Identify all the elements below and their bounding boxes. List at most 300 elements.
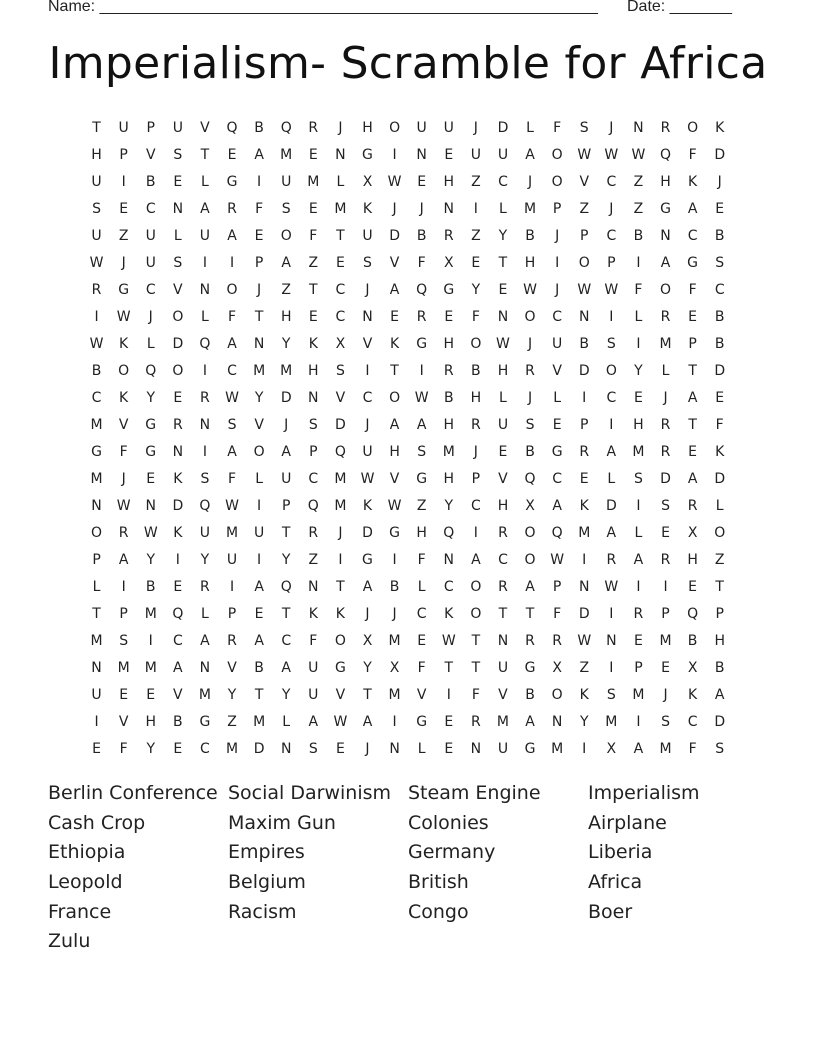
grid-row bbox=[83, 249, 733, 276]
grid-letter: F bbox=[417, 551, 426, 568]
grid-row bbox=[83, 276, 733, 303]
grid-letter: Z bbox=[227, 713, 237, 730]
grid-letter: T bbox=[336, 227, 345, 244]
grid-letter: D bbox=[335, 416, 346, 433]
grid-letter: V bbox=[416, 686, 427, 703]
grid-row bbox=[83, 195, 733, 222]
grid-letter: A bbox=[525, 713, 535, 730]
grid-letter: Z bbox=[633, 173, 644, 190]
word-bank-item: Germany bbox=[408, 841, 496, 864]
grid-letter: M bbox=[524, 200, 537, 217]
grid-letter: U bbox=[118, 119, 129, 136]
grid-letter: I bbox=[473, 200, 478, 217]
grid-letter: V bbox=[498, 470, 508, 487]
grid-letter: C bbox=[172, 632, 183, 649]
grid-letter: R bbox=[200, 578, 210, 595]
grid-letter: B bbox=[633, 227, 644, 244]
grid-letter: R bbox=[579, 443, 590, 460]
grid-letter: W bbox=[604, 281, 619, 298]
grid-letter: L bbox=[92, 578, 101, 595]
grid-letter: Q bbox=[280, 578, 292, 595]
grid-letter: E bbox=[552, 416, 562, 433]
grid-letter: W bbox=[577, 146, 592, 163]
grid-letter: A bbox=[281, 659, 291, 676]
grid-letter: H bbox=[443, 470, 455, 487]
grid-letter: I bbox=[121, 173, 126, 190]
grid-letter: C bbox=[552, 308, 563, 325]
grid-letter: J bbox=[717, 173, 722, 190]
grid-letter: E bbox=[688, 308, 698, 325]
grid-letter: G bbox=[524, 659, 536, 676]
grid-letter: I bbox=[609, 659, 614, 676]
grid-letter: F bbox=[309, 227, 318, 244]
grid-letter: E bbox=[335, 740, 345, 757]
grid-letter: V bbox=[389, 470, 400, 487]
grid-letter: E bbox=[633, 632, 643, 649]
grid-letter: B bbox=[579, 335, 590, 352]
grid-letter: K bbox=[308, 605, 318, 622]
grid-letter: O bbox=[605, 362, 617, 379]
grid-letter: C bbox=[145, 281, 156, 298]
grid-letter: I bbox=[175, 551, 180, 568]
grid-letter: K bbox=[715, 443, 725, 460]
grid-letter: E bbox=[715, 389, 725, 406]
grid-letter: H bbox=[362, 119, 373, 136]
grid-letter: E bbox=[444, 713, 454, 730]
grid-letter: M bbox=[225, 740, 239, 757]
grid-letter: U bbox=[552, 335, 563, 352]
grid-letter: T bbox=[688, 362, 697, 379]
grid-letter: S bbox=[525, 416, 535, 433]
grid-letter: V bbox=[145, 146, 156, 163]
grid-letter: M bbox=[90, 470, 103, 487]
grid-letter: L bbox=[553, 389, 562, 406]
word-search-grid bbox=[83, 114, 733, 762]
grid-letter: S bbox=[308, 740, 318, 757]
grid-letter: R bbox=[606, 551, 617, 568]
grid-letter: O bbox=[280, 227, 292, 244]
grid-letter: J bbox=[527, 335, 533, 352]
grid-letter: F bbox=[688, 146, 697, 163]
grid-letter: S bbox=[661, 497, 670, 514]
grid-letter: S bbox=[119, 632, 129, 649]
grid-letter: T bbox=[525, 605, 535, 622]
grid-letter: I bbox=[121, 578, 126, 595]
grid-letter: S bbox=[200, 470, 210, 487]
grid-letter: K bbox=[173, 470, 183, 487]
grid-letter: S bbox=[173, 146, 183, 163]
grid-letter: H bbox=[497, 497, 509, 514]
grid-letter: R bbox=[172, 416, 183, 433]
grid-letter: V bbox=[498, 686, 508, 703]
grid-letter: E bbox=[254, 227, 264, 244]
grid-letter: R bbox=[227, 200, 237, 217]
grid-letter: W bbox=[523, 281, 537, 298]
grid-letter: D bbox=[605, 497, 617, 514]
grid-letter: H bbox=[660, 173, 671, 190]
grid-letter: Z bbox=[308, 551, 319, 568]
grid-letter: K bbox=[119, 389, 129, 406]
grid-letter: C bbox=[227, 362, 237, 379]
grid-letter: F bbox=[417, 659, 426, 676]
grid-letter: N bbox=[308, 578, 319, 595]
grid-letter: J bbox=[609, 200, 614, 217]
word-bank-item: Racism bbox=[228, 900, 297, 923]
grid-letter: E bbox=[227, 146, 237, 163]
grid-letter: J bbox=[365, 281, 370, 298]
grid-letter: E bbox=[688, 578, 698, 595]
grid-letter: K bbox=[444, 605, 454, 622]
grid-letter: N bbox=[280, 740, 292, 757]
grid-letter: D bbox=[660, 470, 671, 487]
grid-letter: N bbox=[91, 497, 102, 514]
grid-letter: T bbox=[92, 605, 101, 622]
grid-letter: C bbox=[606, 227, 617, 244]
grid-letter: L bbox=[201, 173, 209, 190]
grid-letter: S bbox=[606, 335, 616, 352]
grid-letter: I bbox=[473, 524, 478, 541]
grid-letter: C bbox=[416, 605, 427, 622]
grid-letter: C bbox=[687, 713, 698, 730]
grid-letter: N bbox=[578, 308, 590, 325]
grid-letter: L bbox=[499, 200, 507, 217]
grid-letter: I bbox=[392, 551, 397, 568]
grid-letter: D bbox=[714, 713, 726, 730]
grid-row bbox=[83, 681, 733, 708]
grid-letter: E bbox=[661, 659, 670, 676]
grid-letter: O bbox=[524, 551, 536, 568]
grid-letter: E bbox=[471, 254, 481, 271]
grid-letter: U bbox=[91, 227, 102, 244]
grid-letter: I bbox=[663, 578, 668, 595]
word-bank bbox=[48, 779, 768, 957]
grid-letter: K bbox=[173, 524, 183, 541]
grid-letter: A bbox=[254, 146, 264, 163]
grid-letter: A bbox=[525, 146, 535, 163]
grid-letter: I bbox=[636, 497, 641, 514]
grid-letter: C bbox=[281, 632, 292, 649]
grid-letter: U bbox=[470, 146, 481, 163]
grid-letter: A bbox=[118, 551, 129, 568]
grid-letter: S bbox=[606, 686, 616, 703]
grid-letter: U bbox=[497, 740, 509, 757]
grid-letter: W bbox=[604, 146, 619, 163]
grid-letter: U bbox=[281, 173, 292, 190]
grid-letter: M bbox=[496, 713, 509, 730]
grid-letter: A bbox=[687, 470, 698, 487]
grid-letter: G bbox=[226, 173, 238, 190]
grid-letter: U bbox=[308, 659, 319, 676]
grid-letter: J bbox=[365, 605, 370, 622]
grid-letter: T bbox=[254, 686, 264, 703]
grid-letter: U bbox=[199, 227, 211, 244]
grid-letter: K bbox=[389, 335, 400, 352]
grid-letter: L bbox=[607, 470, 616, 487]
word-bank-item: Empires bbox=[228, 841, 305, 864]
grid-letter: S bbox=[715, 740, 725, 757]
grid-letter: K bbox=[308, 335, 318, 352]
grid-letter: H bbox=[389, 443, 400, 460]
grid-letter: I bbox=[148, 632, 153, 649]
grid-letter: Y bbox=[498, 227, 508, 244]
grid-letter: B bbox=[145, 578, 156, 595]
grid-letter: V bbox=[118, 416, 129, 433]
grid-letter: C bbox=[200, 740, 210, 757]
grid-letter: P bbox=[715, 605, 724, 622]
grid-letter: R bbox=[227, 632, 237, 649]
grid-letter: F bbox=[553, 605, 562, 622]
grid-letter: X bbox=[687, 524, 698, 541]
grid-letter: U bbox=[443, 119, 454, 136]
grid-letter: B bbox=[173, 713, 183, 730]
grid-letter: M bbox=[144, 605, 157, 622]
grid-letter: J bbox=[338, 119, 343, 136]
grid-letter: L bbox=[715, 497, 724, 514]
grid-letter: I bbox=[365, 362, 370, 379]
grid-row bbox=[83, 357, 733, 384]
grid-letter: A bbox=[660, 254, 671, 271]
grid-letter: O bbox=[551, 173, 563, 190]
grid-letter: K bbox=[579, 686, 589, 703]
grid-letter: G bbox=[443, 281, 455, 298]
grid-letter: Z bbox=[308, 254, 319, 271]
grid-letter: B bbox=[443, 389, 454, 406]
grid-letter: L bbox=[634, 308, 643, 325]
grid-row bbox=[83, 600, 733, 627]
grid-letter: J bbox=[338, 524, 343, 541]
grid-letter: N bbox=[660, 227, 671, 244]
grid-letter: W bbox=[414, 389, 429, 406]
grid-letter: A bbox=[227, 443, 237, 460]
grid-letter: T bbox=[471, 659, 481, 676]
grid-letter: P bbox=[309, 443, 318, 460]
grid-letter: W bbox=[225, 497, 239, 514]
grid-row bbox=[83, 654, 733, 681]
grid-letter: E bbox=[335, 254, 345, 271]
grid-letter: M bbox=[334, 470, 347, 487]
grid-letter: H bbox=[145, 713, 156, 730]
grid-letter: O bbox=[470, 578, 482, 595]
grid-letter: H bbox=[633, 416, 644, 433]
grid-letter: N bbox=[633, 119, 644, 136]
grid-letter: J bbox=[284, 416, 289, 433]
grid-letter: V bbox=[118, 713, 129, 730]
grid-letter: G bbox=[524, 740, 536, 757]
grid-letter: I bbox=[257, 497, 262, 514]
grid-letter: F bbox=[471, 308, 480, 325]
grid-letter: Q bbox=[307, 497, 319, 514]
grid-letter: C bbox=[308, 470, 319, 487]
grid-letter: H bbox=[714, 632, 725, 649]
grid-letter: S bbox=[281, 200, 291, 217]
grid-letter: K bbox=[688, 173, 698, 190]
grid-letter: R bbox=[416, 308, 427, 325]
grid-letter: M bbox=[605, 713, 618, 730]
grid-letter: T bbox=[200, 146, 210, 163]
grid-letter: J bbox=[392, 605, 397, 622]
grid-letter: R bbox=[633, 605, 644, 622]
grid-letter: E bbox=[173, 578, 183, 595]
grid-letter: D bbox=[714, 470, 726, 487]
grid-letter: Y bbox=[471, 281, 481, 298]
grid-letter: G bbox=[91, 443, 102, 460]
grid-letter: M bbox=[253, 713, 266, 730]
grid-letter: Q bbox=[660, 146, 672, 163]
grid-letter: R bbox=[470, 713, 481, 730]
grid-letter: O bbox=[118, 362, 130, 379]
grid-letter: P bbox=[119, 146, 128, 163]
grid-letter: E bbox=[308, 308, 318, 325]
grid-letter: C bbox=[498, 173, 508, 190]
grid-letter: U bbox=[172, 119, 183, 136]
grid-letter: L bbox=[201, 605, 209, 622]
grid-letter: A bbox=[525, 578, 535, 595]
grid-letter: W bbox=[89, 254, 104, 271]
grid-letter: M bbox=[659, 740, 672, 757]
grid-letter: B bbox=[254, 659, 264, 676]
word-bank-item: France bbox=[48, 900, 112, 923]
grid-letter: N bbox=[443, 551, 454, 568]
grid-letter: T bbox=[309, 281, 318, 298]
grid-letter: V bbox=[579, 173, 590, 190]
grid-letter: Q bbox=[199, 335, 211, 352]
grid-letter: W bbox=[225, 389, 239, 406]
grid-letter: V bbox=[254, 416, 264, 433]
grid-letter: E bbox=[308, 146, 318, 163]
grid-letter: H bbox=[524, 254, 536, 271]
grid-letter: N bbox=[362, 308, 373, 325]
grid-letter: V bbox=[173, 281, 183, 298]
grid-letter: J bbox=[555, 281, 560, 298]
grid-letter: B bbox=[525, 686, 535, 703]
grid-letter: S bbox=[335, 362, 345, 379]
grid-letter: E bbox=[173, 740, 183, 757]
grid-letter: R bbox=[498, 524, 508, 541]
grid-letter: O bbox=[334, 632, 346, 649]
grid-row bbox=[83, 438, 733, 465]
grid-row bbox=[83, 627, 733, 654]
grid-letter: R bbox=[525, 632, 535, 649]
grid-letter: A bbox=[281, 443, 291, 460]
grid-letter: P bbox=[552, 578, 562, 595]
grid-letter: U bbox=[91, 686, 102, 703]
grid-row bbox=[83, 492, 733, 519]
grid-letter: V bbox=[362, 335, 373, 352]
grid-letter: S bbox=[92, 200, 101, 217]
grid-letter: B bbox=[525, 443, 535, 460]
grid-letter: E bbox=[444, 146, 454, 163]
grid-letter: I bbox=[257, 551, 262, 568]
grid-letter: A bbox=[416, 416, 427, 433]
grid-letter: F bbox=[119, 443, 128, 460]
grid-letter: K bbox=[119, 335, 129, 352]
grid-letter: R bbox=[498, 578, 508, 595]
grid-letter: B bbox=[416, 227, 427, 244]
grid-letter: I bbox=[636, 335, 641, 352]
grid-letter: E bbox=[417, 173, 427, 190]
grid-letter: U bbox=[91, 173, 102, 190]
grid-letter: L bbox=[282, 713, 291, 730]
grid-letter: F bbox=[688, 740, 697, 757]
grid-letter: M bbox=[334, 200, 347, 217]
grid-letter: I bbox=[582, 551, 587, 568]
grid-row bbox=[83, 168, 733, 195]
grid-letter: S bbox=[715, 254, 725, 271]
grid-letter: G bbox=[334, 659, 346, 676]
grid-letter: F bbox=[119, 740, 128, 757]
grid-letter: M bbox=[551, 740, 564, 757]
grid-letter: I bbox=[609, 605, 614, 622]
grid-letter: R bbox=[118, 524, 129, 541]
grid-letter: H bbox=[470, 389, 482, 406]
grid-letter: M bbox=[442, 443, 455, 460]
grid-letter: H bbox=[416, 524, 427, 541]
grid-letter: A bbox=[471, 551, 481, 568]
grid-letter: J bbox=[257, 281, 262, 298]
grid-letter: B bbox=[254, 119, 264, 136]
grid-row bbox=[83, 465, 733, 492]
grid-letter: G bbox=[660, 200, 671, 217]
grid-letter: L bbox=[417, 578, 426, 595]
grid-letter: J bbox=[609, 119, 614, 136]
grid-letter: Y bbox=[444, 497, 454, 514]
grid-letter: H bbox=[443, 416, 455, 433]
grid-letter: Z bbox=[471, 173, 481, 190]
grid-letter: V bbox=[335, 389, 346, 406]
grid-letter: Y bbox=[579, 713, 589, 730]
grid-letter: H bbox=[308, 362, 319, 379]
grid-letter: D bbox=[578, 605, 590, 622]
grid-letter: N bbox=[199, 659, 211, 676]
grid-letter: J bbox=[148, 308, 153, 325]
grid-letter: F bbox=[553, 119, 562, 136]
grid-letter: C bbox=[362, 389, 373, 406]
grid-letter: O bbox=[389, 389, 401, 406]
grid-letter: Q bbox=[551, 524, 563, 541]
grid-letter: F bbox=[227, 308, 237, 325]
grid-letter: O bbox=[660, 281, 672, 298]
grid-letter: G bbox=[118, 281, 130, 298]
grid-letter: D bbox=[280, 389, 292, 406]
grid-letter: A bbox=[606, 524, 617, 541]
grid-letter: A bbox=[389, 416, 400, 433]
grid-letter: E bbox=[688, 443, 698, 460]
grid-letter: D bbox=[714, 146, 726, 163]
grid-letter: B bbox=[389, 578, 400, 595]
grid-letter: H bbox=[443, 173, 455, 190]
grid-letter: T bbox=[281, 524, 291, 541]
word-bank-item: Berlin Conference bbox=[48, 782, 218, 804]
grid-letter: K bbox=[335, 605, 345, 622]
grid-letter: I bbox=[94, 713, 99, 730]
grid-letter: D bbox=[253, 740, 265, 757]
grid-letter: R bbox=[660, 443, 671, 460]
grid-letter: N bbox=[470, 740, 482, 757]
grid-letter: A bbox=[714, 686, 725, 703]
grid-letter: R bbox=[443, 362, 454, 379]
grid-letter: W bbox=[143, 524, 158, 541]
grid-letter: E bbox=[146, 686, 156, 703]
grid-letter: I bbox=[582, 389, 587, 406]
grid-letter: N bbox=[389, 740, 400, 757]
grid-letter: Y bbox=[634, 362, 643, 379]
grid-letter: B bbox=[471, 362, 481, 379]
grid-letter: W bbox=[550, 551, 565, 568]
grid-letter: T bbox=[471, 632, 481, 649]
grid-letter: R bbox=[687, 497, 698, 514]
word-bank-item: Leopold bbox=[48, 871, 123, 894]
grid-letter: L bbox=[499, 389, 507, 406]
